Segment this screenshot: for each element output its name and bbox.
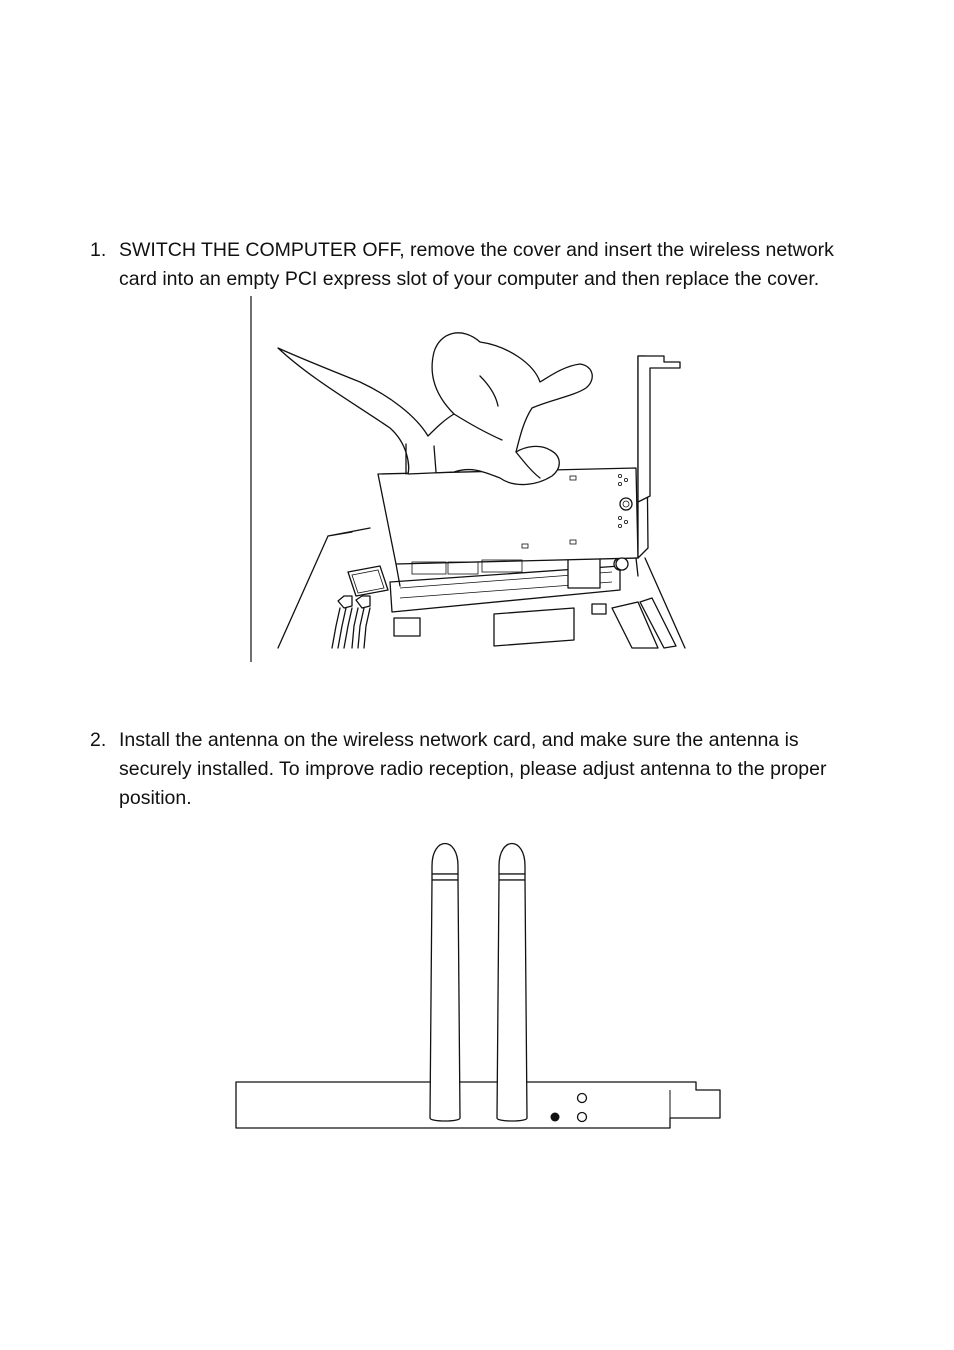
step-2-number: 2.	[90, 729, 107, 751]
antenna-connector	[620, 498, 632, 510]
status-led-top	[578, 1094, 587, 1103]
antenna-right	[497, 844, 527, 1122]
step-2	[90, 726, 870, 813]
antenna-install-illustration	[230, 836, 730, 1136]
step-1-number: 1.	[90, 239, 107, 261]
status-led-bottom	[578, 1113, 587, 1122]
step-2-text: Install the antenna on the wireless network card, and make sure the antenna is securely installed. To improve radio reception, please adjust antenna to the proper position.	[119, 729, 827, 809]
step-1-text: SWITCH THE COMPUTER OFF, remove the cover and insert the wireless network card into an empty PCI express slot of your computer and then replace the cover.	[119, 239, 834, 290]
board-component	[394, 618, 420, 636]
card-bracket-outline	[236, 1082, 720, 1128]
connector-cables	[332, 596, 370, 648]
card-contacts	[412, 560, 522, 574]
antenna-left	[430, 844, 460, 1122]
status-led-filled	[551, 1113, 560, 1122]
lower-slot	[494, 608, 574, 646]
step-1	[90, 236, 870, 294]
card-insertion-illustration	[240, 296, 700, 666]
